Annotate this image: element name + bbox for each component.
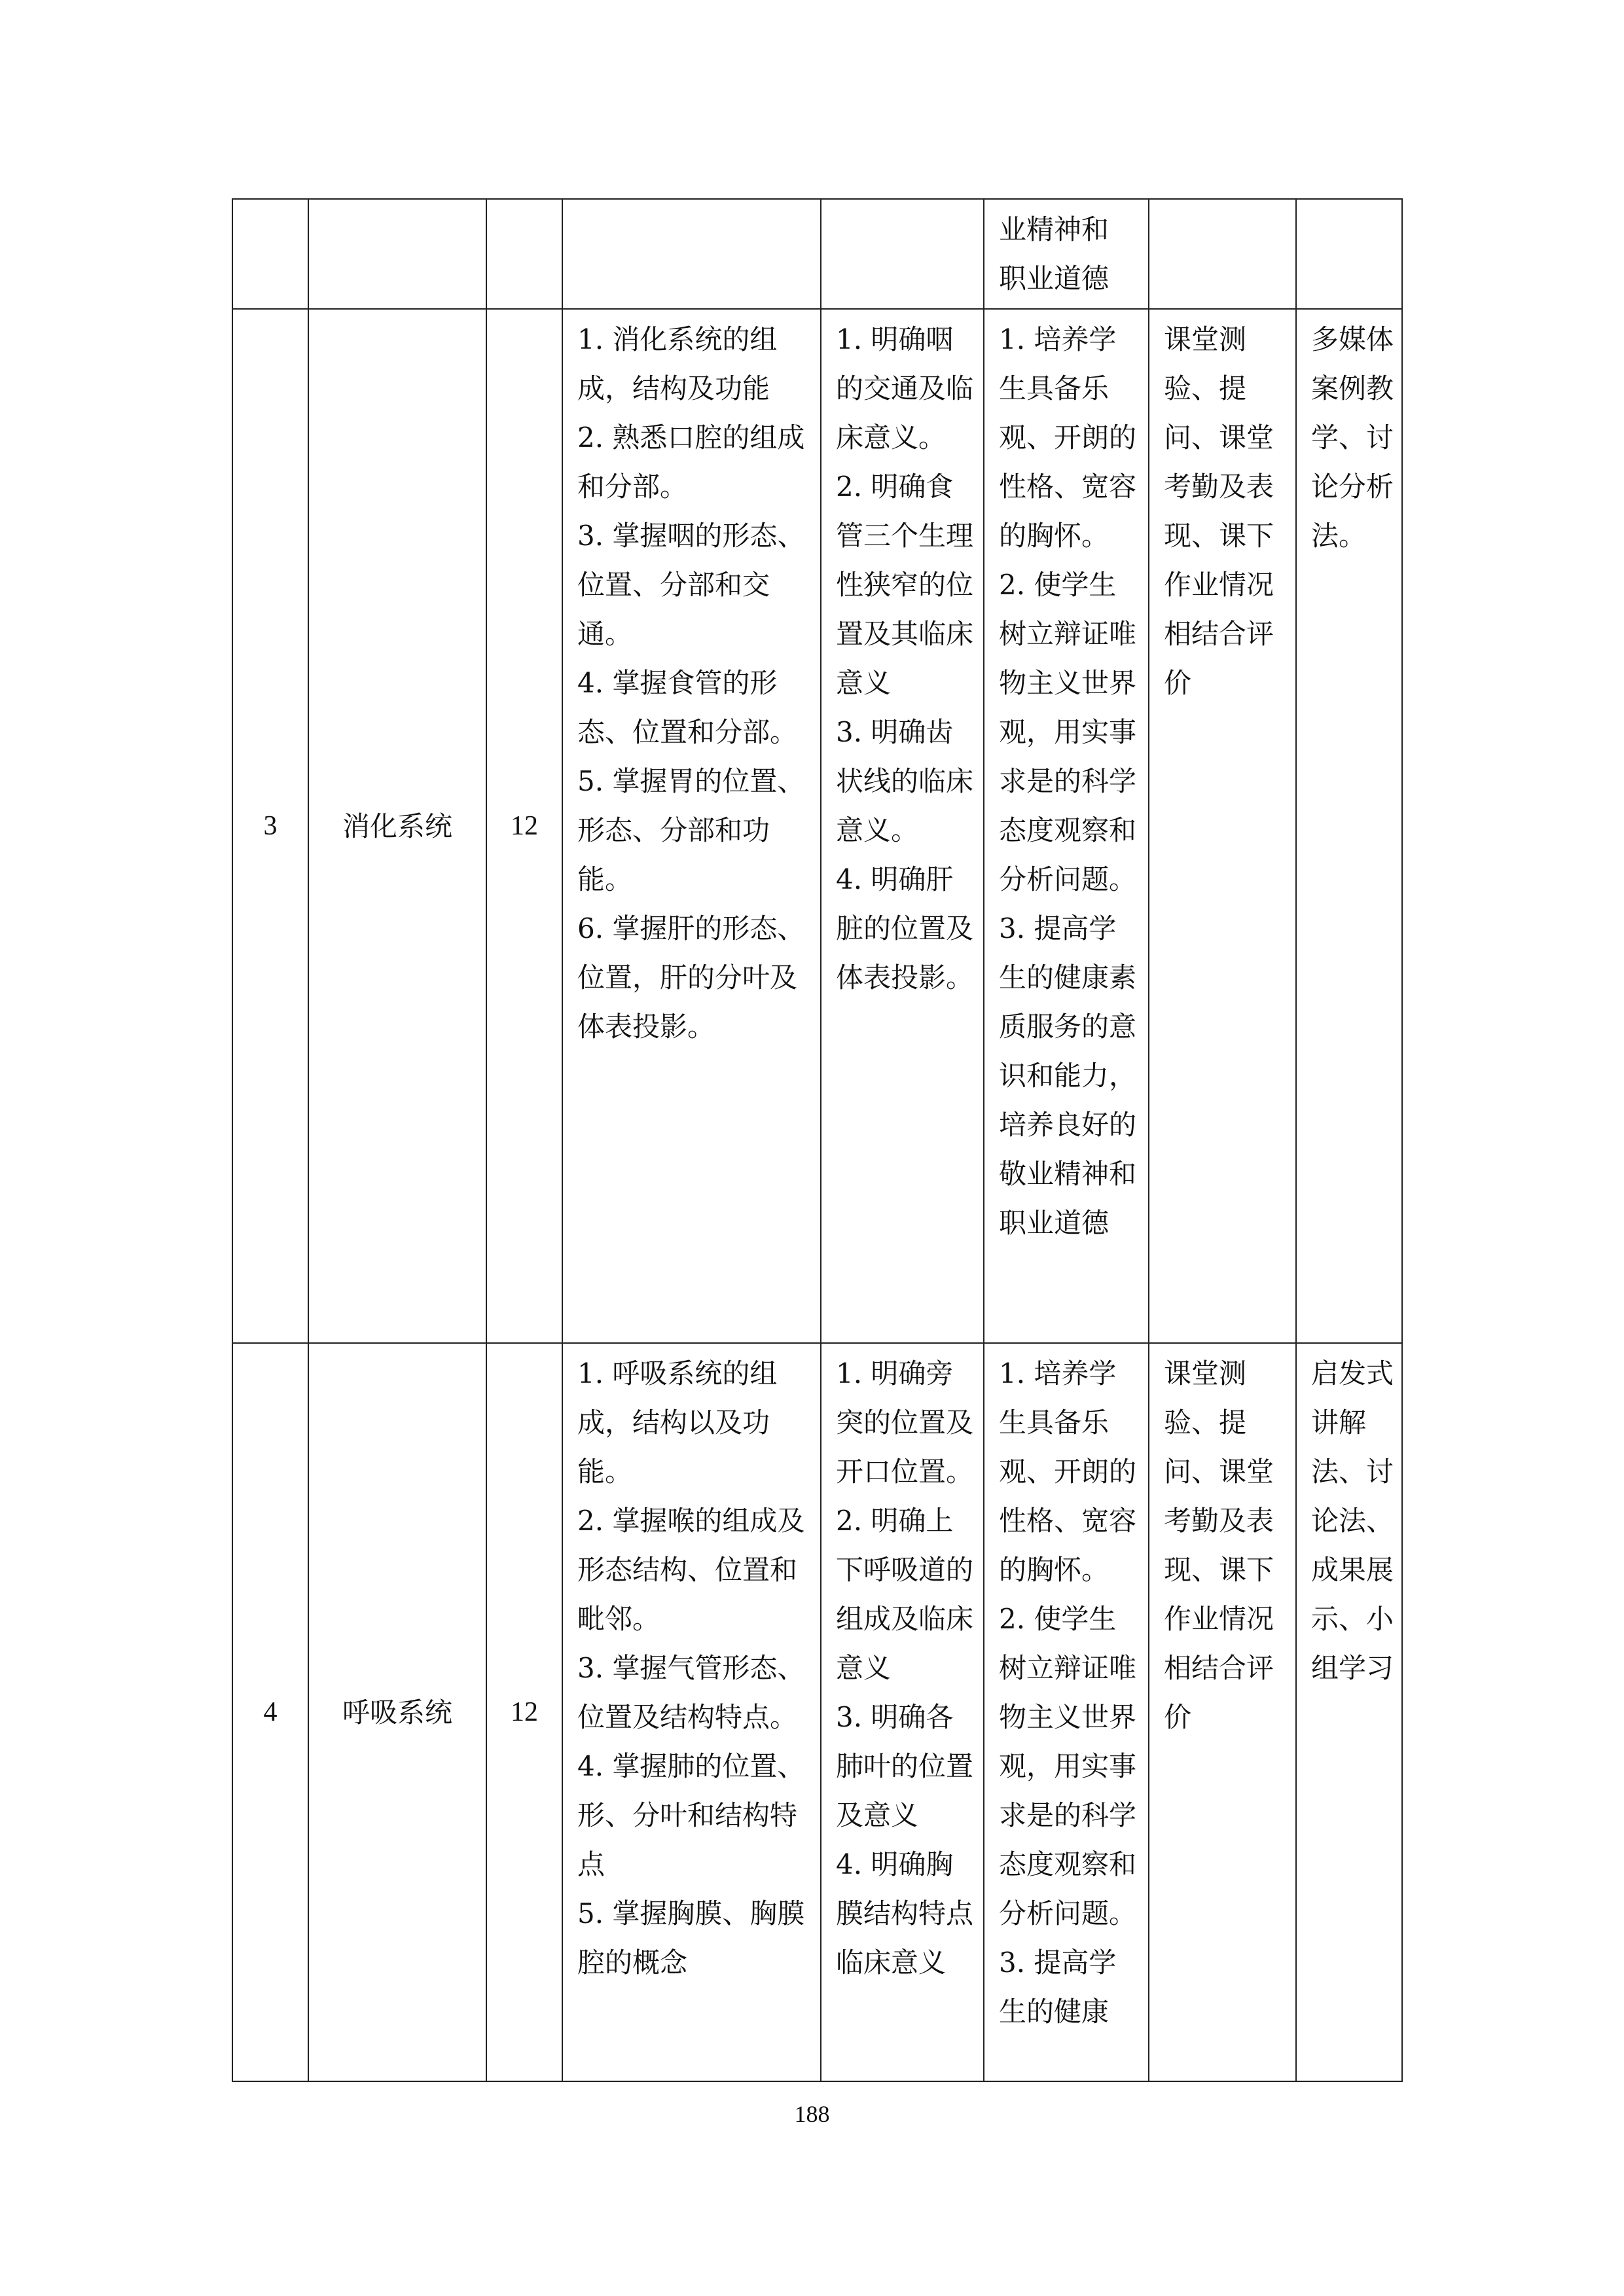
cell-unit-empty	[308, 199, 486, 309]
cell-skills-empty	[821, 199, 984, 309]
cell-knowledge-empty	[562, 199, 821, 309]
cell-unit: 呼吸系统	[308, 1343, 486, 2081]
cell-index-empty	[232, 199, 308, 309]
table-row	[232, 309, 1402, 1343]
cell-knowledge: 1. 消化系统的组成，结构及功能 2. 熟悉口腔的组成和分部。 3. 掌握咽的形态、位置、分部和交通。 4. 掌握食管的形态、位置和分部。 5. 掌握胃的位置、形态、分部和功能。 6. 掌握肝的形态、位置，肝的分叶及体表投影。	[562, 309, 821, 1343]
cell-knowledge: 1. 呼吸系统的组成，结构以及功能。 2. 掌握喉的组成及形态结构、位置和毗邻。 3. 掌握气管形态、位置及结构特点。 4. 掌握肺的位置、形、分叶和结构特点 5. 掌握胸膜、胸膜腔的概念	[562, 1343, 821, 2081]
cell-assessment-empty	[1149, 199, 1296, 309]
cell-skills: 1. 明确咽的交通及临床意义。 2. 明确食管三个生理性狭窄的位置及其临床意义 3. 明确齿状线的临床意义。 4. 明确肝脏的位置及体表投影。	[821, 309, 984, 1343]
cell-quality: 1. 培养学生具备乐观、开朗的性格、宽容的胸怀。 2. 使学生树立辩证唯物主义世界观，用实事求是的科学态度观察和分析问题。 3. 提高学生的健康素质服务的意识和能力，培养良好的敬业精神和职业道德	[984, 309, 1149, 1343]
cell-quality: 1. 培养学生具备乐观、开朗的性格、宽容的胸怀。 2. 使学生树立辩证唯物主义世界观，用实事求是的科学态度观察和分析问题。 3. 提高学生的健康	[984, 1343, 1149, 2081]
cell-skills: 1. 明确旁突的位置及开口位置。 2. 明确上下呼吸道的组成及临床意义 3. 明确各肺叶的位置及意义 4. 明确胸膜结构特点临床意义	[821, 1343, 984, 2081]
cell-index: 3	[232, 309, 308, 1343]
cell-hours-empty	[486, 199, 562, 309]
cell-quality-continuation: 业精神和 职业道德	[984, 199, 1149, 309]
cell-hours: 12	[486, 309, 562, 1343]
cell-index: 4	[232, 1343, 308, 2081]
cell-hours: 12	[486, 1343, 562, 2081]
cell-assessment: 课堂测验、提问、课堂考勤及表现、课下作业情况相结合评价	[1149, 1343, 1296, 2081]
cell-method-empty	[1296, 199, 1402, 309]
curriculum-table	[232, 198, 1403, 2082]
page-number: 188	[794, 2101, 830, 2127]
cell-method: 启发式讲解法、讨论法、成果展示、小组学习	[1296, 1343, 1402, 2081]
cell-unit: 消化系统	[308, 309, 486, 1343]
cell-assessment: 课堂测验、提问、课堂考勤及表现、课下作业情况相结合评价	[1149, 309, 1296, 1343]
table-row-continuation	[232, 199, 1402, 309]
table-row	[232, 1343, 1402, 2081]
cell-method: 多媒体案例教学、讨论分析法。	[1296, 309, 1402, 1343]
